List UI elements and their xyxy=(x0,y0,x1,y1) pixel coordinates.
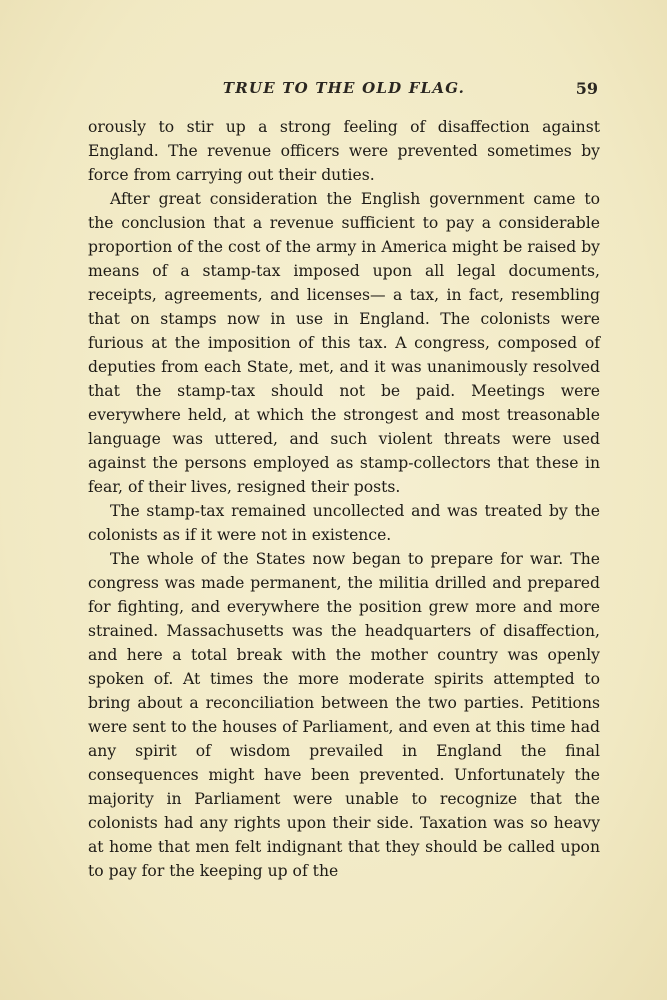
paragraph-uncollected: The stamp-tax remained uncollected and was treated by the colonists as if it were not in existence. xyxy=(88,502,600,544)
body-text xyxy=(88,115,600,883)
running-head xyxy=(88,79,600,101)
paragraph-continuation: orously to stir up a strong feeling of disaffection against England. The revenue officers were prevented sometimes by force from carrying out their duties. xyxy=(88,118,600,184)
paragraph-prepare-for-war: The whole of the States now began to prepare for war. The congress was made permanent, the militia drilled and prepared for fighting, and everywhere the position grew more and more strained. Massachusetts was the headquarters of disaffection, and here a total break with the mother country was openly spoken of. At times the more moderate spirits attempted to bring about a reconciliation between the two parties. Petitions were sent to the houses of Parliament, and even at this time had any spirit of wisdom prevailed in England the final consequences might have been prevented. Unfortunately the majority in Parliament were unable to recognize that the colonists had any rights upon their side. Taxation was so heavy at home that men felt indignant that they should be called upon to pay for the keeping up of the xyxy=(88,550,600,880)
paragraph-stamp-tax: After great consideration the English government came to the conclusion that a revenue sufficient to pay a considerable proportion of the cost of the army in America might be raised by means of a stamp-tax imposed upon all legal documents, receipts, agreements, and licenses— a tax, in fact, resembling that on stamps now in use in England. The colonists were furious at the imposition of this tax. A congress, composed of deputies from each State, met, and it was unanimously resolved that the stamp-tax should not be paid. Meetings were everywhere held, at which the strongest and most treasonable language was uttered, and such violent threats were used against the persons employed as stamp-collectors that these in fear, of their lives, resigned their posts. xyxy=(88,190,600,496)
running-title: TRUE TO THE OLD FLAG. xyxy=(222,79,466,97)
page-number: 59 xyxy=(575,79,598,98)
